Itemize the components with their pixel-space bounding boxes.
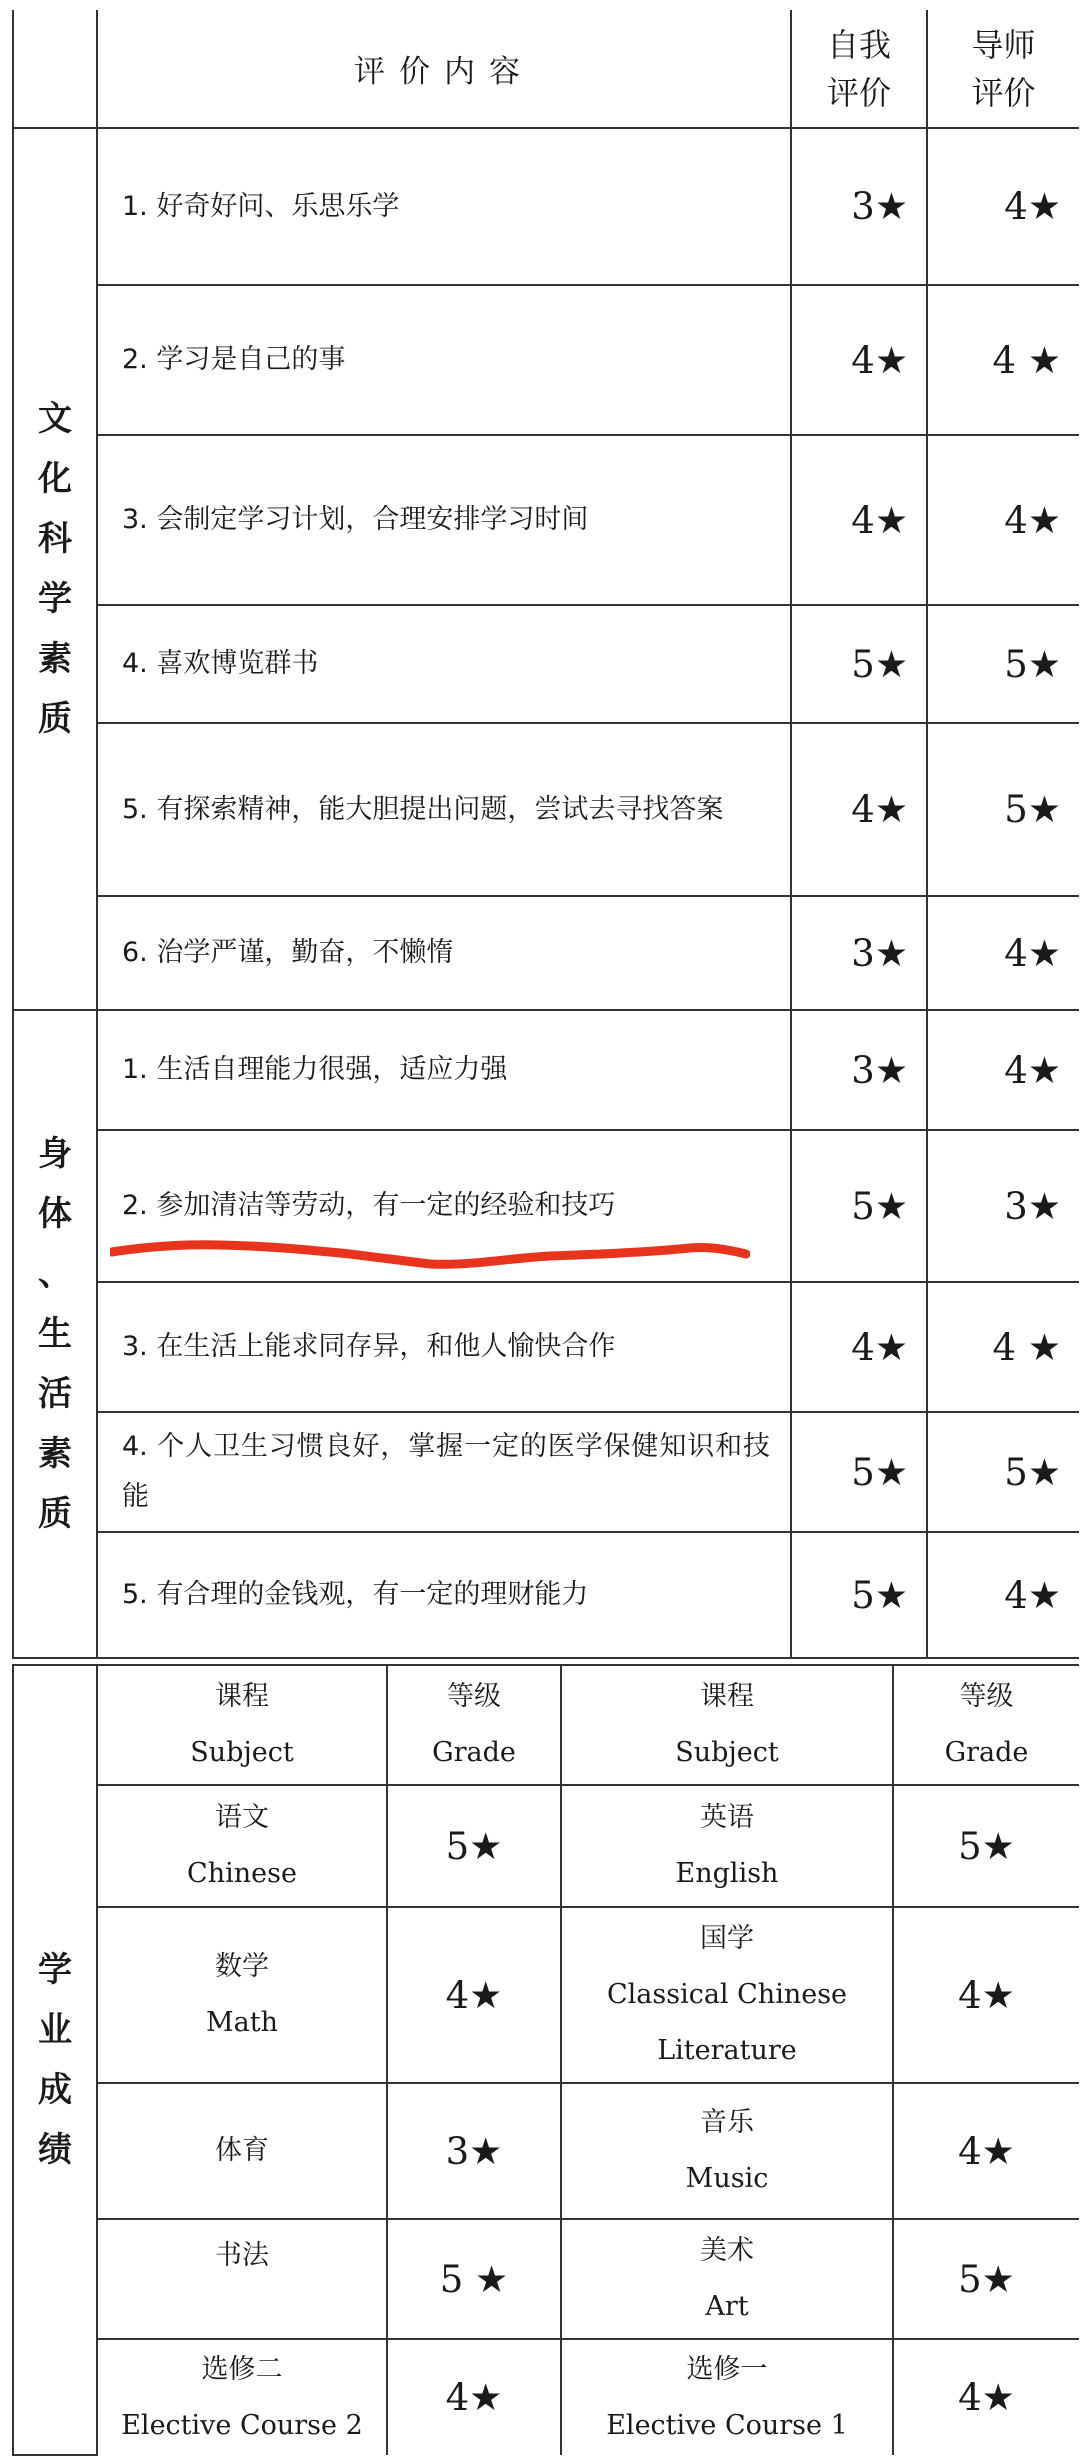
grade-right: 4★ xyxy=(893,2083,1079,2219)
grade-right: 5★ xyxy=(893,1785,1079,1907)
self-score: 3★ xyxy=(791,896,927,1010)
header-self-line2: 评价 xyxy=(826,73,891,112)
mentor-score: 5★ xyxy=(927,723,1079,896)
subject-zh: 书法 xyxy=(215,2240,269,2271)
table-row xyxy=(13,435,1079,605)
table-row xyxy=(13,2083,1079,2219)
mentor-score: 3★ xyxy=(927,1130,1079,1282)
item-text: 2. 学习是自己的事 xyxy=(97,285,791,435)
item-text: 3. 在生活上能求同存异，和他人愉快合作 xyxy=(97,1282,791,1412)
header-mentor xyxy=(927,10,1079,128)
item-text: 5. 有合理的金钱观，有一定的理财能力 xyxy=(97,1532,791,1658)
section-label-char: 身 xyxy=(38,1134,72,1174)
item-text: 4. 喜欢博览群书 xyxy=(97,605,791,723)
section-label-char: 体 xyxy=(38,1194,72,1234)
grade-en: Grade xyxy=(432,1737,516,1768)
self-score: 5★ xyxy=(791,1130,927,1282)
subject-zh: 国学 xyxy=(700,1923,754,1954)
item-text: 3. 会制定学习计划，合理安排学习时间 xyxy=(97,435,791,605)
mentor-score: 4 ★ xyxy=(927,285,1079,435)
evaluation-table xyxy=(12,10,1079,1659)
grade-left: 5★ xyxy=(387,1785,561,1907)
header-self xyxy=(791,10,927,128)
table-row xyxy=(13,2219,1079,2339)
self-score: 5★ xyxy=(791,1412,927,1532)
mentor-score: 4★ xyxy=(927,1532,1079,1658)
subject-left xyxy=(97,1907,387,2083)
table-row xyxy=(13,1785,1079,1907)
section-label-char: 成 xyxy=(38,2070,72,2110)
self-score: 3★ xyxy=(791,1010,927,1130)
section-label-char: 、 xyxy=(38,1254,72,1294)
mentor-score: 5★ xyxy=(927,605,1079,723)
subject-right xyxy=(561,2219,893,2339)
item-text: 4. 个人卫生习惯良好，掌握一定的医学保健知识和技能 xyxy=(97,1412,791,1532)
self-score: 4★ xyxy=(791,723,927,896)
mentor-score: 4★ xyxy=(927,896,1079,1010)
table-row xyxy=(13,723,1079,896)
grade-left: 5 ★ xyxy=(387,2219,561,2339)
grade-en: Grade xyxy=(944,1737,1029,1768)
header-content: 评价内容 xyxy=(97,10,791,128)
grade-zh: 等级 xyxy=(447,1681,501,1712)
self-score: 4★ xyxy=(791,285,927,435)
section-label-char: 素 xyxy=(38,1434,72,1474)
grade-right: 4★ xyxy=(893,1907,1079,2083)
table-row xyxy=(13,896,1079,1010)
table-row xyxy=(13,1532,1079,1658)
subject-zh: 选修一 xyxy=(686,2353,768,2385)
course-zh: 课程 xyxy=(700,1681,754,1712)
subject-en-line2: Literature xyxy=(657,2035,797,2066)
grades-head-course-left xyxy=(97,1665,387,1785)
self-score: 4★ xyxy=(791,1282,927,1412)
subject-zh: 数学 xyxy=(215,1951,269,1982)
grade-right: 5★ xyxy=(893,2219,1079,2339)
subject-en: Art xyxy=(705,2291,749,2322)
grades-head-course-right xyxy=(561,1665,893,1785)
subject-en: Music xyxy=(685,2163,769,2194)
section-label-char: 业 xyxy=(38,2010,72,2050)
grade-left: 4★ xyxy=(387,1907,561,2083)
section-label-char: 生 xyxy=(38,1314,72,1354)
table-row xyxy=(13,1412,1079,1532)
subject-en: Chinese xyxy=(187,1858,297,1889)
subject-zh: 音乐 xyxy=(700,2107,754,2138)
section-label-char: 学 xyxy=(38,1950,72,1990)
mentor-score: 4★ xyxy=(927,435,1079,605)
header-blank xyxy=(13,10,97,128)
mentor-score: 4★ xyxy=(927,128,1079,285)
subject-right xyxy=(561,1907,893,2083)
red-underline-stroke xyxy=(112,1245,746,1265)
item-text: 1. 生活自理能力很强，适应力强 xyxy=(97,1010,791,1130)
grade-zh: 等级 xyxy=(959,1681,1014,1712)
subject-right xyxy=(561,2083,893,2219)
table-row xyxy=(13,1010,1079,1130)
subject-left xyxy=(97,1785,387,1907)
subject-right xyxy=(561,2339,893,2455)
table-row xyxy=(13,1907,1079,2083)
section-label-culture xyxy=(13,128,97,1010)
section-label-char: 质 xyxy=(38,699,72,739)
table-row xyxy=(13,285,1079,435)
subject-zh: 语文 xyxy=(215,1802,269,1833)
section-label-char: 活 xyxy=(38,1374,72,1414)
self-score: 4★ xyxy=(791,435,927,605)
grades-header-row xyxy=(13,1665,1079,1785)
red-underline-mark xyxy=(110,1238,750,1298)
subject-zh: 美术 xyxy=(700,2235,754,2266)
subject-right xyxy=(561,1785,893,1907)
subject-left xyxy=(97,2083,387,2219)
subject-en: English xyxy=(675,1858,779,1889)
self-score: 5★ xyxy=(791,1532,927,1658)
grade-left: 4★ xyxy=(387,2339,561,2455)
item-text: 1. 好奇好问、乐思乐学 xyxy=(97,128,791,285)
table-row xyxy=(13,605,1079,723)
mentor-score: 4 ★ xyxy=(927,1282,1079,1412)
table-row xyxy=(13,1282,1079,1412)
mentor-score: 5★ xyxy=(927,1412,1079,1532)
grades-head-grade-right xyxy=(893,1665,1079,1785)
subject-en: Elective Course 1 xyxy=(606,2409,848,2441)
subject-zh: 英语 xyxy=(700,1802,754,1833)
subject-en: Math xyxy=(206,2007,278,2038)
section-label-grades xyxy=(13,1665,97,2455)
item-text: 2. 参加清洁等劳动，有一定的经验和技巧 xyxy=(97,1130,791,1282)
self-score: 5★ xyxy=(791,605,927,723)
grades-head-grade-left xyxy=(387,1665,561,1785)
course-zh: 课程 xyxy=(215,1681,269,1712)
grade-left: 3★ xyxy=(387,2083,561,2219)
header-mentor-line2: 评价 xyxy=(971,73,1036,112)
subject-left xyxy=(97,2339,387,2455)
subject-zh: 体育 xyxy=(215,2135,269,2166)
table-row xyxy=(13,128,1079,285)
mentor-score: 4★ xyxy=(927,1010,1079,1130)
subject-left xyxy=(97,2219,387,2339)
section-label-life xyxy=(13,1010,97,1658)
grades-table xyxy=(12,1664,1079,2456)
section-label-char: 科 xyxy=(38,519,72,559)
section-label-char: 文 xyxy=(38,399,72,439)
grade-right: 4★ xyxy=(893,2339,1079,2455)
header-self-line1: 自我 xyxy=(826,25,891,64)
course-en: Subject xyxy=(190,1737,294,1768)
section-label-char: 绩 xyxy=(38,2130,72,2170)
self-score: 3★ xyxy=(791,128,927,285)
item-text: 6. 治学严谨，勤奋，不懒惰 xyxy=(97,896,791,1010)
table-row xyxy=(13,2339,1079,2455)
item-text: 5. 有探索精神，能大胆提出问题，尝试去寻找答案 xyxy=(97,723,791,896)
subject-en: Classical Chinese xyxy=(606,1979,848,2010)
section-label-char: 素 xyxy=(38,639,72,679)
subject-en: Elective Course 2 xyxy=(121,2409,363,2441)
header-row xyxy=(13,10,1079,128)
course-en: Subject xyxy=(675,1737,779,1768)
section-label-char: 学 xyxy=(38,579,72,619)
header-mentor-line1: 导师 xyxy=(971,25,1036,64)
subject-zh: 选修二 xyxy=(201,2353,283,2385)
section-label-char: 质 xyxy=(38,1494,72,1534)
section-label-char: 化 xyxy=(38,459,72,499)
